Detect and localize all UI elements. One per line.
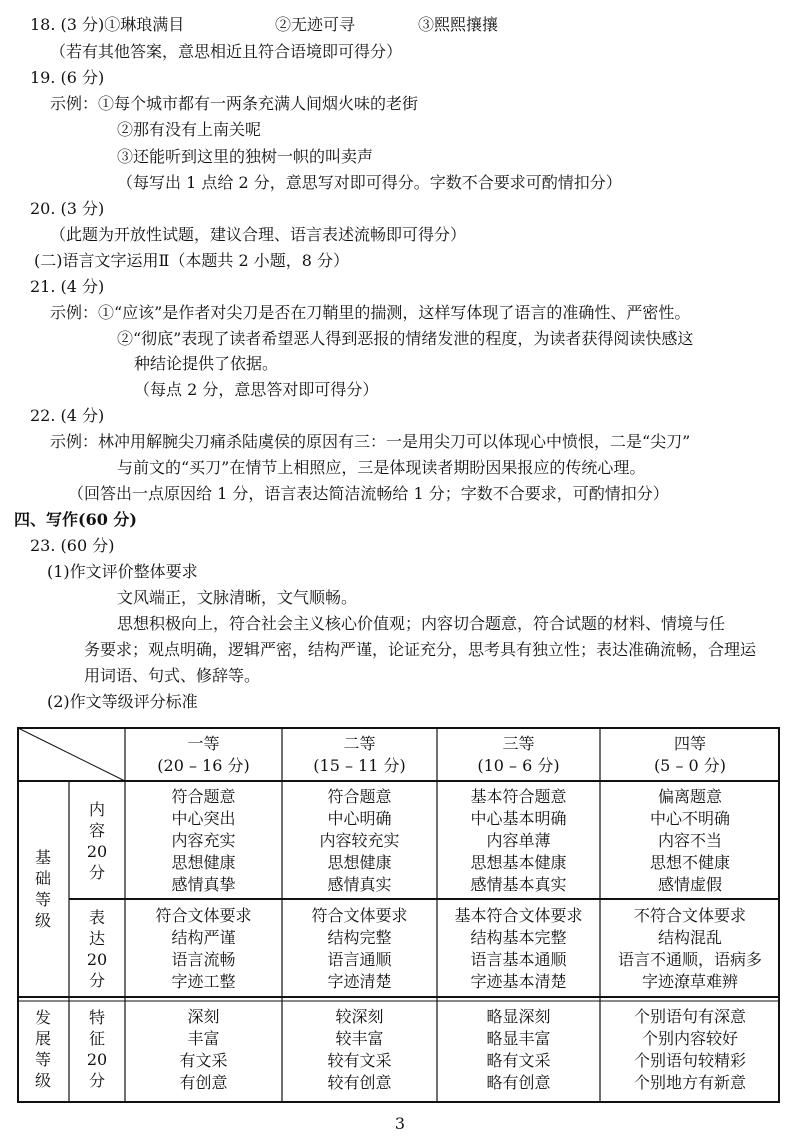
category-development-level: 发 展 等 级	[34, 1008, 51, 1090]
features-grade-1: 深刻 丰富 有文采 有创意	[179, 1007, 228, 1092]
grade-2-header: 二等 (15 – 11 分)	[313, 734, 406, 775]
q23-head: 23. (60 分)	[30, 536, 115, 555]
category-basic-level: 基 础 等 级	[34, 848, 51, 930]
q19-note: （每写出 1 点给 2 分，意思写对即可得分。字数不合要求可酌情扣分）	[117, 173, 622, 192]
q23-para2-line2: 务要求；观点明确，逻辑严密，结构严谨，论证充分，思考具有独立性；表达准确流畅，合理运	[84, 640, 757, 659]
content-grade-1: 符合题意 中心突出 内容充实 思想健康 感情真挚	[171, 787, 236, 894]
subcategory-features: 特 征 20 分	[86, 1008, 108, 1090]
q18-answer-2: ②无迹可寻	[275, 15, 356, 34]
section-2-heading: (二)语言文字运用Ⅱ（本题共 2 小题，8 分）	[34, 251, 349, 270]
q19-line2: ②那有没有上南关呢	[117, 120, 262, 139]
content-grade-3: 基本符合题意 中心基本明确 内容单薄 思想基本健康 感情基本真实	[470, 787, 567, 894]
q19-line3: ③还能听到这里的独树一帜的叫卖声	[117, 147, 374, 166]
subcategory-expression: 表 达 20 分	[86, 908, 108, 990]
q22-line1: 示例：林冲用解腕尖刀痛杀陆虞侯的原因有三：一是用尖刀可以体现心中愤恨，二是“尖刀”	[50, 432, 691, 451]
expression-grade-3: 基本符合文体要求 结构基本完整 语言基本通顺 字迹基本清楚	[454, 906, 583, 991]
page-number: 3	[394, 1114, 406, 1133]
grade-3-header: 三等 (10 – 6 分)	[477, 734, 560, 775]
grading-table	[17, 727, 780, 1103]
content-grade-2: 符合题意 中心明确 内容较充实 思想健康 感情真实	[319, 787, 400, 894]
q20-note: （此题为开放性试题，建议合理、语言表述流畅即可得分）	[50, 225, 467, 244]
q19-line1: 示例：①每个城市都有一两条充满人间烟火味的老街	[50, 94, 419, 113]
grade-4-header: 四等 (5 – 0 分)	[653, 734, 727, 775]
q21-head: 21. (4 分)	[30, 277, 105, 296]
q23-sub2: (2)作文等级评分标准	[47, 692, 198, 711]
q22-line2: 与前文的“买刀”在情节上相照应，三是体现读者期盼因果报应的传统心理。	[117, 458, 646, 477]
features-grade-3: 略显深刻 略显丰富 略有文采 略有创意	[486, 1007, 551, 1092]
section-4-heading: 四、写作(60 分)	[14, 510, 137, 529]
q21-note: （每点 2 分，意思答对即可得分）	[134, 380, 379, 399]
features-grade-4: 个别语句有深意 个别内容较好 个别语句较精彩 个别地方有新意	[633, 1007, 746, 1092]
features-grade-2: 较深刻 较丰富 较有文采 较有创意	[327, 1007, 392, 1092]
expression-grade-1: 符合文体要求 结构严谨 语言流畅 字迹工整	[155, 906, 252, 991]
q21-line1: 示例：①“应该”是作者对尖刀是否在刀鞘里的揣测，这样写体现了语言的准确性、严密性。	[50, 303, 691, 322]
q18-answer-3: ③熙熙攘攘	[418, 15, 499, 34]
q23-sub1: (1)作文评价整体要求	[47, 562, 198, 581]
q20-head: 20. (3 分)	[30, 199, 105, 218]
expression-grade-4: 不符合文体要求 结构混乱 语言不通顺，语病多 字迹潦草难辨	[617, 906, 762, 991]
q18-head: 18. (3 分)①琳琅满目	[30, 15, 185, 34]
q21-line2: ②“彻底”表现了读者希望恶人得到恶报的情绪发泄的程度，为读者获得阅读快感这	[117, 329, 694, 348]
q18-note: （若有其他答案，意思相近且符合语境即可得分）	[50, 42, 403, 61]
q21-line3: 种结论提供了依据。	[134, 354, 279, 373]
q19-head: 19. (6 分)	[30, 68, 105, 87]
q23-para2-line1: 思想积极向上，符合社会主义核心价值观；内容切合题意，符合试题的材料、情境与任	[117, 614, 726, 633]
grade-1-header: 一等 (20 – 16 分)	[157, 734, 250, 775]
q23-para1: 文风端正，文脉清晰，文气顺畅。	[117, 588, 358, 607]
subcategory-content: 内 容 20 分	[86, 800, 108, 882]
content-grade-4: 偏离题意 中心不明确 内容不当 思想不健康 感情虚假	[649, 787, 730, 894]
q22-note: （回答出一点原因给 1 分，语言表达简洁流畅给 1 分；字数不合要求，可酌情扣分）	[68, 484, 669, 503]
q22-head: 22. (4 分)	[30, 406, 105, 425]
q23-para2-line3: 用词语、句式、修辞等。	[84, 666, 261, 685]
expression-grade-2: 符合文体要求 结构完整 语言通顺 字迹清楚	[311, 906, 408, 991]
